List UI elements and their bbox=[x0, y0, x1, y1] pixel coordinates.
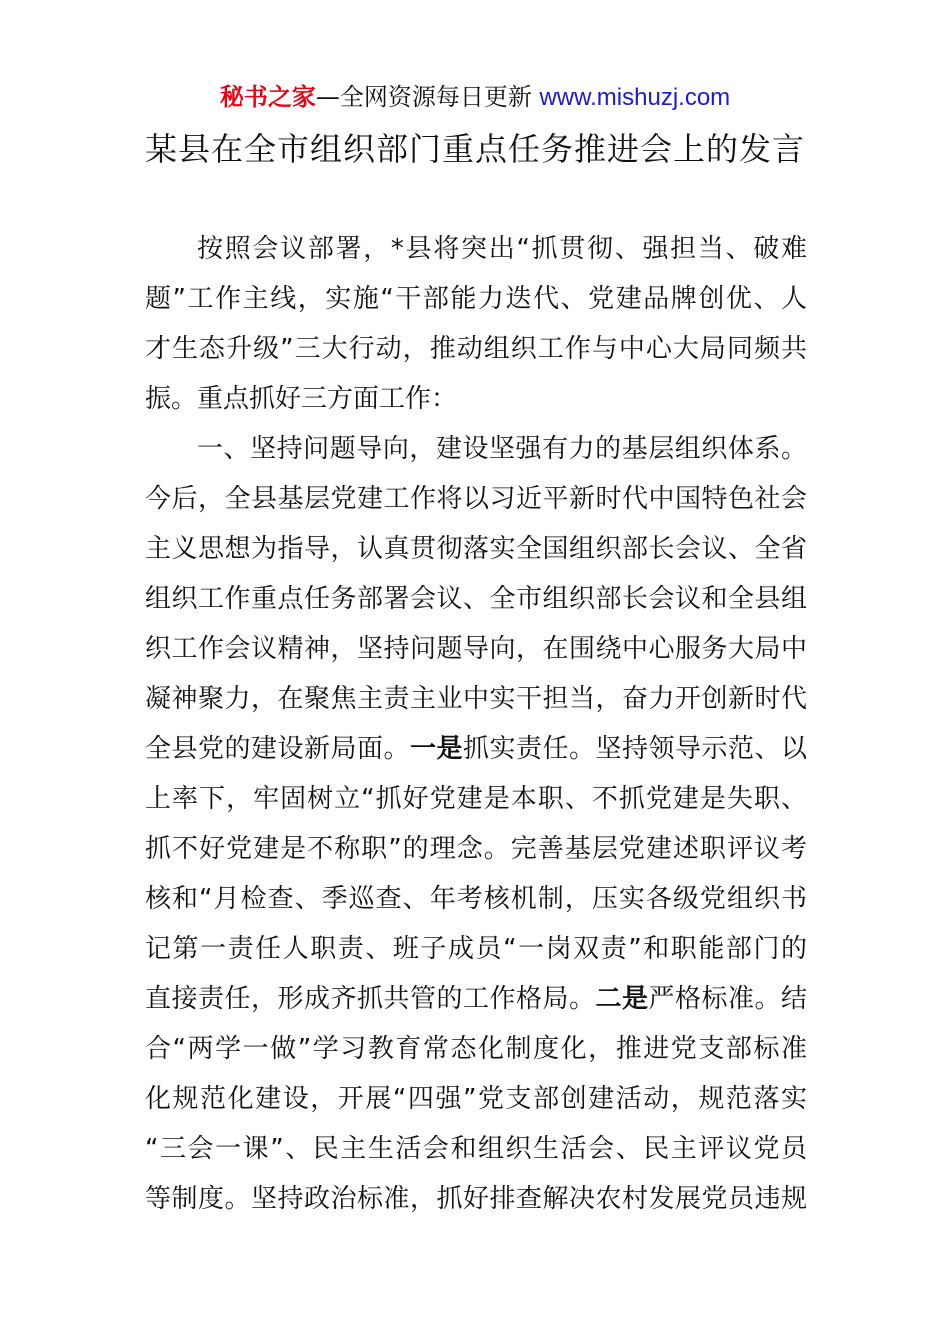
site-tagline: —全网资源每日更新 bbox=[315, 83, 532, 111]
text-line: 化规范化建设，开展“四强”党支部创建活动，规范落实 bbox=[145, 1084, 807, 1114]
text-segment: 直接责任，形成齐抓共管的工作格局。 bbox=[145, 984, 596, 1014]
point-marker-second: 二是 bbox=[595, 984, 649, 1014]
site-brand: 秘书之家 bbox=[219, 83, 316, 111]
document-title: 某县在全市组织部门重点任务推进会上的发言 bbox=[144, 130, 805, 168]
text-line: 才生态升级”三大行动，推动组织工作与中心大局同频共 bbox=[145, 334, 807, 364]
document-body bbox=[145, 224, 807, 1224]
text-line: 凝神聚力，在聚焦主责主业中实干担当，奋力开创新时代 bbox=[145, 684, 807, 714]
text-line: 织工作会议精神，坚持问题导向，在围绕中心服务大局中 bbox=[145, 634, 807, 664]
text-line: 题”工作主线，实施“干部能力迭代、党建品牌创优、人 bbox=[145, 284, 807, 314]
text-line: 组织工作重点任务部署会议、全市组织部长会议和全县组 bbox=[145, 584, 807, 614]
text-line bbox=[145, 724, 807, 774]
text-line: 振。重点抓好三方面工作： bbox=[145, 384, 458, 414]
text-line: 主义思想为指导，认真贯彻落实全国组织部长会议、全省 bbox=[145, 534, 807, 564]
site-header bbox=[0, 80, 950, 115]
site-url-link[interactable]: www.mishuzj.com bbox=[539, 84, 731, 111]
text-segment: 全县党的建设新局面。 bbox=[145, 734, 410, 764]
text-line: 核和“月检查、季巡查、年考核机制，压实各级党组织书 bbox=[145, 884, 807, 914]
text-line bbox=[145, 974, 807, 1024]
text-segment: 严格标准。结 bbox=[648, 984, 807, 1014]
text-line: 记第一责任人职责、班子成员“一岗双责”和职能部门的 bbox=[145, 934, 807, 964]
text-line: 合“两学一做”学习教育常态化制度化，推进党支部标准 bbox=[145, 1034, 807, 1064]
text-line: 等制度。坚持政治标准，抓好排查解决农村发展党员违规 bbox=[145, 1184, 807, 1214]
text-line: 今后，全县基层党建工作将以习近平新时代中国特色社会 bbox=[145, 484, 807, 514]
text-line: 抓不好党建是不称职”的理念。完善基层党建述职评议考 bbox=[145, 834, 807, 864]
point-marker-first: 一是 bbox=[409, 734, 463, 764]
section-heading: 一、坚持问题导向，建设坚强有力的基层组织体系。 bbox=[197, 434, 807, 464]
text-line: 按照会议部署，*县将突出“抓贯彻、强担当、破难 bbox=[197, 234, 807, 264]
text-segment: 抓实责任。坚持领导示范、以 bbox=[462, 734, 807, 764]
text-line: 上率下，牢固树立“抓好党建是本职、不抓党建是失职、 bbox=[145, 784, 807, 814]
text-line: “三会一课”、民主生活会和组织生活会、民主评议党员 bbox=[145, 1134, 807, 1164]
